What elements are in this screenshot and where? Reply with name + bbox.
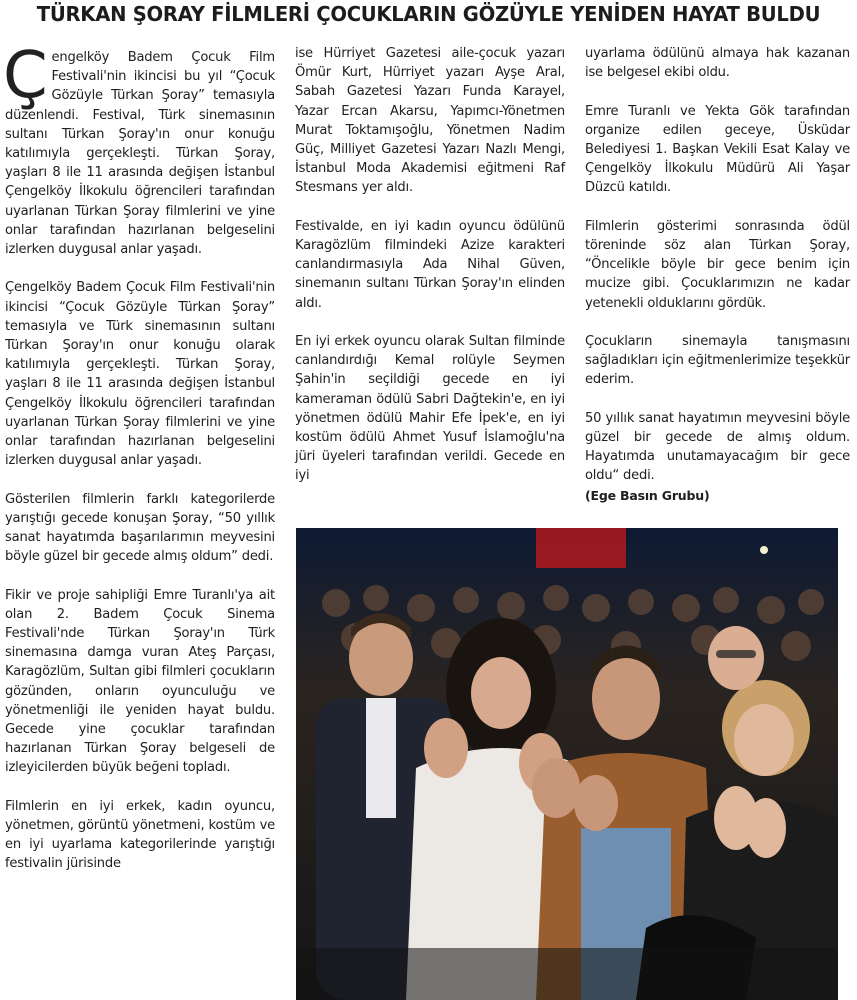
paragraph: Festivalde, en iyi kadın oyuncu ödülünü Karagözlüm filmindeki Azize karakteri canlandırmasıyla Ada Nihal Güven, sinemanın sultanı Türkan Şoray'ın elinden aldı.	[295, 218, 565, 311]
headline: TÜRKAN ŞORAY FİLMLERİ ÇOCUKLARIN GÖZÜYLE YENİDEN HAYAT BULDU	[36, 2, 821, 26]
paragraph: Çengelköy Badem Çocuk Film Festivali'nin ikincisi bu yıl “Çocuk Gözüyle Türkan Şoray” temasıyla düzenlendi. Festival, Türk sinemasının sultanı Türkan Şoray'ın onur konuğu katılımıyla gerçekleşti. Türkan Şoray, yaşları 8 ile 11 arasında değişen İstanbul Çengelköy İlkokulu öğrencileri tarafından uyarlanan Türkan Şoray filmlerini ve yine onlar tarafından hazırlanan belgeselini izlerken duygusal anlar yaşadı.	[3, 39, 275, 258]
paragraph: En iyi erkek oyuncu olarak Sultan filminde canlandırdığı Kemal rolüyle Seymen Şahin'in seçildiği gecede en iyi kameraman ödülü Sabri Dağtekin'e, en iyi yönetmen ödülü Mahir Efe İpek'e, en iyi kostüm ödülü Ahmet Yusuf İslamoğlu'na jüri üyeleri tarafından verildi. Gecede en iyi	[295, 334, 565, 484]
paragraph: Filmlerin gösterimi sonrasında ödül töreninde söz alan Türkan Şoray, “Öncelikle böyle bir gece benim için mucize gibi. Çocuklarımızın ne kadar yetenekli olduklarını gördük.	[585, 218, 850, 311]
audience-photo	[296, 528, 838, 1000]
paragraph: Filmlerin en iyi erkek, kadın oyuncu, yönetmen, görüntü yönetmeni, kostüm ve en iyi uyarlama kategorilerinde yarıştığı festivalin jürisinde	[5, 798, 275, 872]
paragraph: Fikir ve proje sahipliği Emre Turanlı'ya ait olan 2. Badem Çocuk Sinema Festivali'nde Türkan Şoray'ın Türk sinemasına damga vuran Ateş Parçası, Karagözlüm, Sultan gibi filmleri çocukların gözünden, onların oyunculuğu ve yönetmenliği ile yeniden hayat buldu. Gecede yine çocuklar tarafından hazırlanan Türkan Şoray belgeseli de izleyicilerden büyük beğeni topladı.	[5, 587, 275, 776]
drop-cap: Ç	[3, 39, 48, 113]
paragraph: Emre Turanlı ve Yekta Gök tarafından organize edilen geceye, Üsküdar Belediyesi 1. Başkan Vekili Esat Kalay ve Çengelköy İlkokulu Müdürü Ali Yaşar Düzcü katıldı.	[585, 103, 850, 196]
paragraph: uyarlama ödülünü almaya hak kazanan ise belgesel ekibi oldu.	[585, 46, 850, 81]
photo-credit: (Ege Basın Grubu)	[585, 487, 710, 503]
paragraph: Çocukların sinemayla tanışmasını sağladıkları için eğitmenlerimize teşekkür ederim.	[585, 334, 850, 388]
article-column-1	[3, 39, 275, 893]
paragraph: ise Hürriyet Gazetesi aile-çocuk yazarı Ömür Kurt, Hürriyet yazarı Ayşe Aral, Sabah Gazetesi Yazarı Funda Karayel, Yazar Ercan Akarsu, Yapımcı-Yönetmen Murat Toktamışoğlu, Yönetmen Nadim Güç, Milliyet Gazetesi Yazarı Nazlı Mengi, İstanbul Moda Akademisi eğitmeni Raf Stesmans yer aldı.	[295, 46, 565, 196]
article-column-3	[585, 44, 850, 505]
paragraph: 50 yıllık sanat hayatımın meyvesini böyle güzel bir gecede de almış oldum. Hayatımda unutamayacağım bir gece oldu“ dedi.	[585, 410, 850, 484]
photo-illustration	[296, 528, 838, 1000]
paragraph: Çengelköy Badem Çocuk Film Festivali'nin ikincisi “Çocuk Gözüyle Türkan Şoray” temasıyla ve Türk sinemasının sultanı Türkan Şoray'ın onur konuğu olarak katılımıyla gerçekleşti. Türkan Şoray, yaşları 8 ile 11 arasında değişen İstanbul Çengelköy İlkokulu öğrencileri tarafından uyarlanan Türkan Şoray filmlerini ve yine onlar tarafından hazırlanan belgeselini izlerken duygusal anlar yaşadı.	[5, 280, 275, 469]
paragraph: Gösterilen filmlerin farklı kategorilerde yarıştığı gecede konuşan Şoray, “50 yıllık sanat hayatımda başarılarımın meyvesini böyle güzel bir gecede almış oldum” dedi.	[5, 491, 275, 565]
article-column-2	[295, 44, 565, 505]
